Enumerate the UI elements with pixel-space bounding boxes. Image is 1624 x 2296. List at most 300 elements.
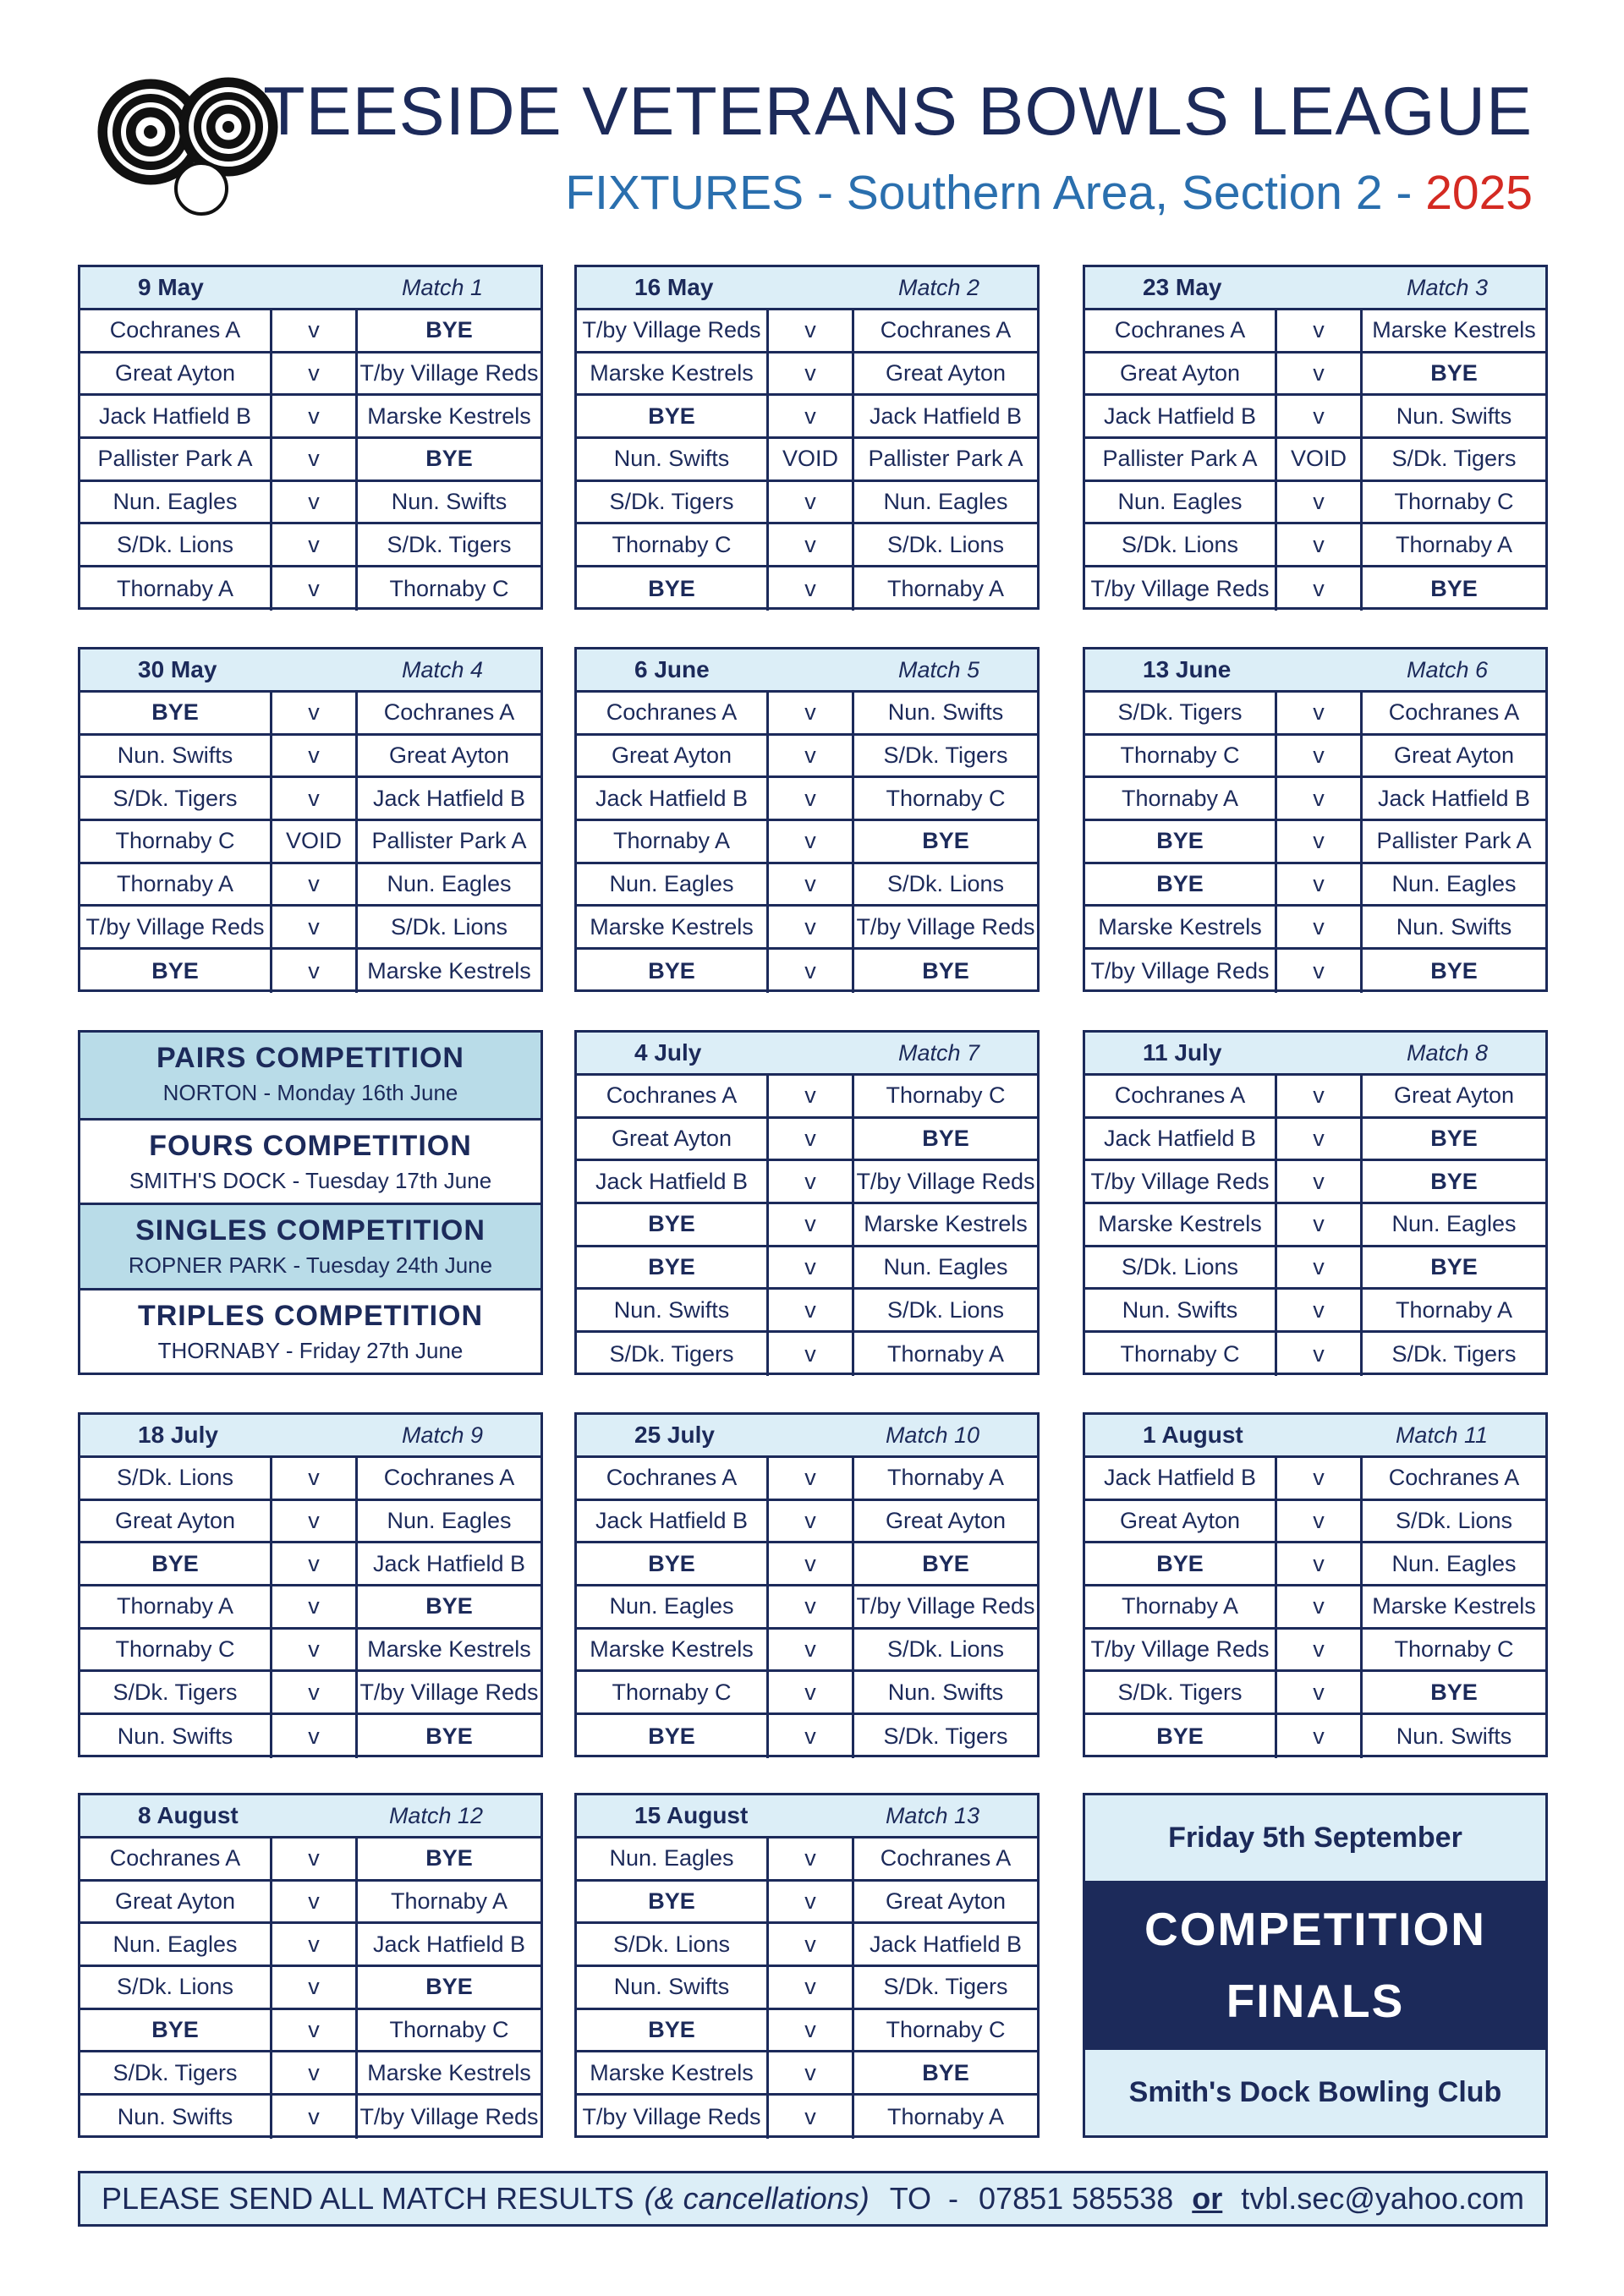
fixture-row: [577, 1838, 1037, 1882]
fixture-date: 25 July: [634, 1422, 715, 1448]
fixture-row: [80, 864, 540, 907]
versus-marker: v: [769, 864, 854, 905]
fixture-header: [577, 1795, 1037, 1838]
competition-singles: [80, 1203, 540, 1288]
fixture-row: [577, 1586, 1037, 1630]
fixture-row: [80, 2096, 540, 2139]
away-team: Jack Hatfield B: [372, 1550, 526, 1576]
fixture-row: [1085, 693, 1545, 736]
fixture-row: [1085, 439, 1545, 482]
home-team: Nun. Eagles: [80, 482, 272, 523]
versus-marker: v: [769, 778, 854, 819]
fixture-header: [577, 1415, 1037, 1458]
match-number: Match 11: [1395, 1422, 1488, 1448]
fixture-row: [577, 482, 1037, 525]
versus-marker: v: [1277, 1204, 1363, 1245]
home-team: BYE: [80, 693, 272, 733]
away-team: Thornaby C: [1394, 1636, 1514, 1663]
versus-marker: v: [272, 1715, 358, 1758]
versus-marker: v: [769, 1204, 854, 1245]
away-team: S/Dk. Lions: [390, 913, 508, 940]
versus-marker: v: [272, 1672, 358, 1712]
versus-marker: v: [769, 1119, 854, 1159]
fixture-row: [80, 482, 540, 525]
fixture-row: [1085, 821, 1545, 864]
versus-marker: v: [1277, 1458, 1363, 1499]
home-team: Thornaby C: [1085, 1333, 1277, 1376]
away-team: Cochranes A: [1388, 699, 1520, 726]
home-team: Nun. Eagles: [1085, 482, 1277, 523]
competition-triples: [80, 1288, 540, 1373]
home-team: S/Dk. Tigers: [80, 778, 272, 819]
versus-marker: v: [1277, 1161, 1363, 1202]
versus-marker: v: [272, 950, 358, 993]
fixture-row: [1085, 1076, 1545, 1119]
home-team: Jack Hatfield B: [1085, 396, 1277, 436]
fixture-row: [1085, 1161, 1545, 1204]
home-team: BYE: [577, 950, 769, 993]
versus-marker: v: [1277, 396, 1363, 436]
home-team: T/by Village Reds: [577, 310, 769, 351]
home-team: Marske Kestrels: [1085, 1204, 1277, 1245]
home-team: S/Dk. Tigers: [1085, 693, 1277, 733]
versus-marker: v: [272, 396, 358, 436]
match-number: Match 2: [897, 275, 979, 300]
home-team: S/Dk. Lions: [577, 1924, 769, 1964]
away-team: BYE: [922, 957, 969, 984]
versus-marker: VOID: [769, 439, 854, 479]
away-team: Cochranes A: [880, 1845, 1012, 1871]
away-team: Nun. Swifts: [1396, 403, 1512, 429]
home-team: Cochranes A: [577, 693, 769, 733]
home-team: Nun. Swifts: [80, 2096, 272, 2139]
fixture-block: [78, 647, 543, 992]
competition-title: SINGLES COMPETITION: [135, 1214, 486, 1247]
fixture-row: [1085, 524, 1545, 567]
match-number: Match 13: [885, 1803, 979, 1828]
away-team: T/by Village Reds: [359, 2103, 539, 2129]
match-number: Match 5: [897, 657, 979, 682]
away-team: Nun. Eagles: [883, 489, 1008, 515]
fixture-row: [577, 2096, 1037, 2139]
versus-marker: v: [769, 567, 854, 611]
away-team: Thornaby C: [886, 2017, 1006, 2043]
fixture-row: [577, 1882, 1037, 1925]
home-team: BYE: [577, 1204, 769, 1245]
fixture-block: [574, 1793, 1040, 2138]
fixture-row: [80, 1882, 540, 1925]
versus-marker: v: [769, 1501, 854, 1542]
versus-marker: v: [1277, 1076, 1363, 1116]
away-team: BYE: [922, 1550, 969, 1576]
fixture-row: [577, 1290, 1037, 1333]
competition-venue: THORNABY - Friday 27th June: [157, 1337, 464, 1363]
versus-marker: v: [769, 1333, 854, 1376]
finals-date: Friday 5th September: [1085, 1795, 1545, 1883]
fixture-block: [574, 1412, 1040, 1757]
versus-marker: v: [769, 950, 854, 993]
away-team: Great Ayton: [1393, 1082, 1515, 1109]
versus-marker: v: [272, 2010, 358, 2051]
away-team: S/Dk. Tigers: [1391, 446, 1517, 472]
home-team: Thornaby A: [80, 864, 272, 905]
home-team: S/Dk. Lions: [80, 524, 272, 565]
fixture-row: [80, 778, 540, 821]
versus-marker: v: [272, 2096, 358, 2139]
away-team: Thornaby A: [390, 1888, 508, 1915]
versus-marker: v: [272, 778, 358, 819]
versus-marker: v: [769, 1586, 854, 1627]
away-team: Great Ayton: [885, 1508, 1007, 1534]
away-team: Cochranes A: [383, 1465, 515, 1491]
page-subtitle: [565, 166, 1533, 220]
versus-marker: v: [272, 1924, 358, 1964]
away-team: Great Ayton: [1393, 743, 1515, 769]
fixture-row: [577, 310, 1037, 353]
fixture-header: [1085, 267, 1545, 310]
versus-marker: v: [272, 1458, 358, 1499]
fixture-row: [1085, 1630, 1545, 1673]
away-team: BYE: [425, 446, 473, 472]
fixture-header: [80, 649, 540, 693]
versus-marker: v: [769, 907, 854, 947]
versus-marker: v: [1277, 1247, 1363, 1288]
versus-marker: v: [1277, 1630, 1363, 1670]
finals-heading-line1: COMPETITION: [1144, 1902, 1486, 1955]
away-team: Cochranes A: [383, 699, 515, 726]
away-team: BYE: [1430, 957, 1478, 984]
home-team: BYE: [1085, 1715, 1277, 1758]
home-team: S/Dk. Lions: [80, 1967, 272, 2008]
competition-fours: [80, 1118, 540, 1203]
finals-box: [1083, 1793, 1548, 2138]
away-team: S/Dk. Lions: [886, 1636, 1005, 1663]
footer-lead: PLEASE SEND ALL MATCH RESULTS: [102, 2181, 634, 2216]
versus-marker: VOID: [272, 821, 358, 862]
fixture-row: [1085, 1333, 1545, 1376]
away-team: Pallister Park A: [371, 828, 527, 854]
versus-marker: v: [272, 2052, 358, 2093]
home-team: Nun. Swifts: [80, 736, 272, 776]
home-team: Marske Kestrels: [577, 907, 769, 947]
fixture-row: [1085, 864, 1545, 907]
fixture-row: [577, 1630, 1037, 1673]
versus-marker: v: [1277, 1672, 1363, 1712]
fixture-header: [577, 649, 1037, 693]
fixture-row: [80, 1967, 540, 2010]
home-team: Nun. Swifts: [577, 1967, 769, 2008]
home-team: BYE: [1085, 821, 1277, 862]
away-team: BYE: [425, 1845, 473, 1871]
fixture-row: [577, 1161, 1037, 1204]
competition-pairs: [80, 1033, 540, 1118]
away-team: Marske Kestrels: [367, 957, 531, 984]
home-team: Jack Hatfield B: [1085, 1458, 1277, 1499]
away-team: Jack Hatfield B: [869, 1931, 1023, 1957]
away-team: Cochranes A: [1388, 1465, 1520, 1491]
fixture-row: [577, 864, 1037, 907]
away-team: T/by Village Reds: [359, 360, 539, 386]
fixture-row: [1085, 1715, 1545, 1758]
fixture-row: [80, 693, 540, 736]
away-team: Thornaby C: [389, 575, 509, 601]
fixture-block: [1083, 1412, 1548, 1757]
away-team: Nun. Eagles: [1391, 871, 1517, 897]
versus-marker: v: [272, 1586, 358, 1627]
fixture-block: [78, 265, 543, 610]
fixture-row: [577, 1076, 1037, 1119]
finals-venue: Smith's Dock Bowling Club: [1085, 2047, 1545, 2135]
home-team: BYE: [577, 1247, 769, 1288]
fixture-row: [1085, 396, 1545, 439]
away-team: Nun. Swifts: [1396, 1723, 1512, 1749]
competition-title: FOURS COMPETITION: [149, 1129, 472, 1162]
home-team: Nun. Eagles: [577, 864, 769, 905]
away-team: S/Dk. Tigers: [883, 1723, 1008, 1749]
away-team: T/by Village Reds: [856, 913, 1035, 940]
home-team: Cochranes A: [577, 1458, 769, 1499]
home-team: Nun. Swifts: [577, 439, 769, 479]
fixture-header: [577, 267, 1037, 310]
home-team: Thornaby C: [577, 524, 769, 565]
away-team: Nun. Eagles: [387, 871, 512, 897]
fixture-row: [80, 1501, 540, 1544]
home-team: S/Dk. Lions: [1085, 1247, 1277, 1288]
fixture-row: [577, 1672, 1037, 1715]
fixture-row: [1085, 1119, 1545, 1162]
fixture-date: 18 July: [138, 1422, 218, 1448]
versus-marker: v: [272, 1501, 358, 1542]
fixture-row: [1085, 1247, 1545, 1290]
fixture-row: [1085, 482, 1545, 525]
home-team: Jack Hatfield B: [577, 778, 769, 819]
versus-marker: v: [1277, 778, 1363, 819]
home-team: Thornaby A: [577, 821, 769, 862]
fixture-date: 9 May: [138, 274, 204, 300]
competition-venue: NORTON - Monday 16th June: [162, 1080, 458, 1105]
away-team: BYE: [1430, 1254, 1478, 1280]
versus-marker: v: [272, 1967, 358, 2008]
away-team: BYE: [425, 317, 473, 343]
fixture-row: [80, 907, 540, 950]
versus-marker: v: [1277, 1333, 1363, 1376]
home-team: Pallister Park A: [1085, 439, 1277, 479]
versus-marker: v: [272, 524, 358, 565]
versus-marker: v: [769, 1543, 854, 1584]
home-team: Marske Kestrels: [577, 353, 769, 394]
home-team: Nun. Swifts: [80, 1715, 272, 1758]
away-team: Jack Hatfield B: [1377, 785, 1531, 811]
versus-marker: v: [1277, 693, 1363, 733]
home-team: Thornaby A: [1085, 778, 1277, 819]
fixture-date: 8 August: [138, 1802, 239, 1828]
away-team: Nun. Eagles: [1391, 1211, 1517, 1237]
versus-marker: v: [769, 1882, 854, 1922]
versus-marker: v: [769, 1076, 854, 1116]
match-number: Match 3: [1406, 275, 1488, 300]
fixture-row: [1085, 1458, 1545, 1501]
home-team: Nun. Swifts: [577, 1290, 769, 1330]
home-team: Great Ayton: [1085, 353, 1277, 394]
away-team: Nun. Eagles: [1391, 1550, 1517, 1576]
home-team: Great Ayton: [577, 1119, 769, 1159]
versus-marker: v: [769, 1290, 854, 1330]
versus-marker: v: [1277, 1715, 1363, 1758]
home-team: Great Ayton: [1085, 1501, 1277, 1542]
away-team: Thornaby C: [886, 785, 1006, 811]
away-team: S/Dk. Tigers: [387, 531, 512, 557]
fixture-row: [577, 1967, 1037, 2010]
versus-marker: v: [1277, 1501, 1363, 1542]
fixture-row: [1085, 1672, 1545, 1715]
home-team: BYE: [577, 396, 769, 436]
versus-marker: v: [769, 1458, 854, 1499]
fixture-date: 1 August: [1143, 1422, 1243, 1448]
away-team: Cochranes A: [880, 317, 1012, 343]
versus-marker: v: [769, 1247, 854, 1288]
fixture-row: [577, 1543, 1037, 1586]
versus-marker: v: [272, 482, 358, 523]
home-team: BYE: [577, 1715, 769, 1758]
fixture-row: [80, 1838, 540, 1882]
fixture-row: [1085, 1543, 1545, 1586]
home-team: Thornaby C: [577, 1672, 769, 1712]
versus-marker: v: [769, 1924, 854, 1964]
versus-marker: v: [272, 1882, 358, 1922]
fixture-block: [78, 1793, 543, 2138]
fixture-row: [577, 567, 1037, 611]
away-team: Pallister Park A: [1376, 828, 1532, 854]
away-team: Jack Hatfield B: [869, 403, 1023, 429]
home-team: Jack Hatfield B: [80, 396, 272, 436]
fixture-header: [80, 1795, 540, 1838]
versus-marker: v: [1277, 310, 1363, 351]
away-team: Great Ayton: [388, 743, 510, 769]
away-team: S/Dk. Lions: [886, 1296, 1005, 1323]
fixture-row: [80, 1672, 540, 1715]
fixture-row: [577, 2052, 1037, 2096]
home-team: Thornaby C: [1085, 736, 1277, 776]
fixture-header: [80, 267, 540, 310]
home-team: BYE: [80, 950, 272, 993]
match-number: Match 8: [1406, 1040, 1488, 1066]
versus-marker: v: [1277, 353, 1363, 394]
fixture-block: [1083, 647, 1548, 992]
versus-marker: v: [769, 693, 854, 733]
fixture-row: [577, 778, 1037, 821]
footer-note: (& cancellations): [644, 2181, 870, 2216]
versus-marker: v: [769, 1967, 854, 2008]
versus-marker: v: [1277, 567, 1363, 611]
fixture-date: 16 May: [634, 274, 714, 300]
away-team: S/Dk. Tigers: [883, 743, 1008, 769]
fixture-row: [577, 1204, 1037, 1247]
away-team: S/Dk. Tigers: [1391, 1340, 1517, 1367]
home-team: Cochranes A: [1085, 310, 1277, 351]
fixture-block: [1083, 265, 1548, 610]
home-team: Great Ayton: [577, 736, 769, 776]
home-team: Great Ayton: [80, 1882, 272, 1922]
fixture-row: [1085, 950, 1545, 993]
away-team: T/by Village Reds: [856, 1593, 1035, 1619]
match-number: Match 4: [401, 657, 483, 682]
match-number: Match 10: [885, 1422, 979, 1448]
competition-venue: ROPNER PARK - Tuesday 24th June: [128, 1252, 493, 1278]
fixture-row: [577, 736, 1037, 779]
fixture-row: [80, 1715, 540, 1758]
away-team: BYE: [425, 1593, 473, 1619]
home-team: Marske Kestrels: [577, 2052, 769, 2093]
away-team: Thornaby C: [389, 2017, 509, 2043]
fixture-row: [80, 950, 540, 993]
home-team: Thornaby A: [80, 567, 272, 611]
home-team: BYE: [1085, 1543, 1277, 1584]
fixture-row: [577, 1119, 1037, 1162]
fixture-row: [577, 821, 1037, 864]
fixture-header: [80, 1415, 540, 1458]
fixture-row: [1085, 567, 1545, 611]
away-team: BYE: [1430, 575, 1478, 601]
versus-marker: v: [1277, 864, 1363, 905]
fixture-block: [574, 647, 1040, 992]
away-team: Thornaby A: [886, 1465, 1005, 1491]
home-team: T/by Village Reds: [577, 2096, 769, 2139]
home-team: S/Dk. Lions: [80, 1458, 272, 1499]
fixture-date: 11 July: [1143, 1039, 1222, 1066]
home-team: T/by Village Reds: [1085, 567, 1277, 611]
home-team: T/by Village Reds: [80, 907, 272, 947]
fixture-row: [80, 310, 540, 353]
away-team: BYE: [922, 828, 969, 854]
away-team: S/Dk. Tigers: [883, 1974, 1008, 2000]
away-team: Thornaby A: [1395, 531, 1513, 557]
fixture-row: [577, 693, 1037, 736]
away-team: BYE: [425, 1974, 473, 2000]
fixture-row: [80, 1924, 540, 1967]
fixture-row: [80, 439, 540, 482]
away-team: Great Ayton: [885, 1888, 1007, 1915]
email-address[interactable]: tvbl.sec@yahoo.com: [1241, 2181, 1524, 2216]
footer-to: TO -: [889, 2181, 959, 2216]
versus-marker: v: [1277, 736, 1363, 776]
versus-marker: v: [1277, 1586, 1363, 1627]
fixture-header: [1085, 649, 1545, 693]
versus-marker: v: [769, 1630, 854, 1670]
versus-marker: v: [769, 1838, 854, 1879]
home-team: Jack Hatfield B: [577, 1161, 769, 1202]
footer-or: or: [1192, 2181, 1223, 2216]
home-team: Jack Hatfield B: [1085, 1119, 1277, 1159]
home-team: Jack Hatfield B: [577, 1501, 769, 1542]
away-team: BYE: [1430, 1168, 1478, 1194]
versus-marker: v: [769, 2052, 854, 2093]
home-team: Great Ayton: [80, 1501, 272, 1542]
home-team: S/Dk. Tigers: [577, 1333, 769, 1376]
home-team: Cochranes A: [80, 1838, 272, 1879]
fixture-row: [577, 1247, 1037, 1290]
away-team: S/Dk. Lions: [886, 531, 1005, 557]
away-team: S/Dk. Lions: [886, 871, 1005, 897]
home-team: T/by Village Reds: [1085, 950, 1277, 993]
subtitle-text: FIXTURES - Southern Area, Section 2 -: [565, 166, 1426, 220]
versus-marker: v: [769, 396, 854, 436]
fixture-row: [577, 907, 1037, 950]
home-team: Thornaby C: [80, 1630, 272, 1670]
home-team: BYE: [80, 1543, 272, 1584]
versus-marker: v: [1277, 1119, 1363, 1159]
versus-marker: v: [272, 310, 358, 351]
home-team: S/Dk. Tigers: [577, 482, 769, 523]
